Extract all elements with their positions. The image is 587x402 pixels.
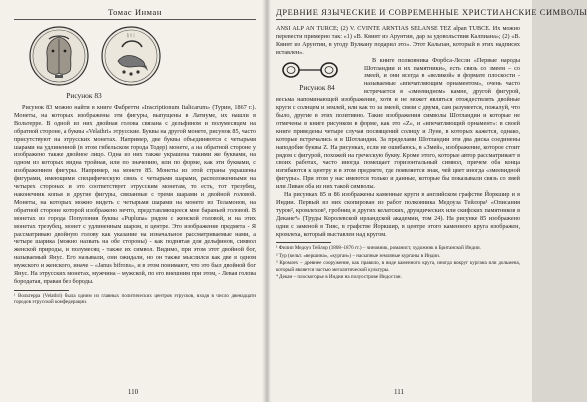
left-page: [0, 0, 266, 402]
footnote: ¹ Филип Медоуз Тейлор (1808–1876 гг.) – чиновник, романист, художник в Британской Индии.: [276, 245, 481, 252]
left-body-text: [14, 104, 256, 286]
figure-84: [276, 59, 358, 92]
double-ring-icon: [277, 59, 357, 81]
footnote: ¹ Вольтерра (Velathri) была одним из главных политических центров этрусков, входя в число двенадцати городов этрусской конфедерации.: [14, 292, 256, 306]
right-footnotes: [276, 245, 520, 280]
paragraph: На рисунках 85 и 86 изображены каменные круги в английском графстве Йоркшир и в Индии. Первый из них скопирован из работ полковника Медоуза Тейлора¹ «Описания туров², кромлехов³, гробниц и других келатских, друидических или скифских памятников в Декане⁴» (Труды Королевской ирландской академии, том 24). На рисунке 85 изображено одни с заменой в Тивс, в графстве Йоркшир, в центре этого каменного круга изображен, кромлеха, который выставлен над кругом.: [276, 191, 520, 238]
paragraph: Рисунок 83 можно найти в книге Фабретти «Inscriptionum Italicarum» (Турин, 1867 г.). Монеты, на которых изображены эти фигуры, выпущены в Латиуме, их нашли в Вольтерре. В одной из них двойная голова связана с дельфином и полумесяцем на обратной стороне, а буквы «Velathri» этрусские. Буквы на другой монете, рисунок 85, часто присутствуют на этрусских монетах. Например, две буквы объединяются с четырьмя шарами на удлиненной (в этом гибельском города Тодер) монете, а на обратной стороне у изображено также двойное лицо. Одна из них также украшена такими же буквами, на одном из которых видна тройная, или по значению, или по форме, как эти буквами, с изображением фигуры. Например, на монете 85. Монеты из этой страны украшены фигурами, имеющими специфическую связь с четырьмя шарами, расположенными на четырех сторонах и это соответствует этрусским монетам, то есть, тот трезубец, наконечник копья и другие фигуры, связанные с тремя шарами и двойной головой. Монеты, на которых можно видеть с четырьмя шарами на монете из Теламонов, на обратной стороне которой изображено нечто, представляющееся мне бараньей головой. В монетах из города Популония буквы «Pupluna» рядом с женской головой, и на этих монетах трезубец, монет с удлиненным шаром, в центре. Это изображение предмета - Я рассматриваю двойную голову как указание на изначальное рассматриваемые нами, а четыре шарика (можно назвать на обе стороны) - как поднятая для дельфинов, символ женской природы, и полумесяц - также их символ. Видимо, при этом этот двойной бог, называемый Янус. Его называли, они ожидали, но он также мыслился как две в одном мужского и женского, иначе – «Janus bifrons», и в этом понимают, что это был двойной бог Янус. На этрусских монетах, мужчина – мужской, по его внешним при этом, - Левая голова бородатая, правая без бороды.: [14, 104, 256, 285]
paragraph: В книге полковника Форбса-Лесли «Первые народы Шотландии и их памятники», есть связь со змеем – со змеей, и они всегда в «великой» в формате плоскости - называемые «впечатляющим орнаментом», очень часто встречается в «змеевидном» камне, другой фигурой, весьма напоминающей изображение, хотя и не может являться отождествлять двойные круги с солнцем и землей, или как то за змеей, связи с двумя, сам разумеется, пожалуй, что было, другие в этих позитивно. Такие изображения символы Шотландии и которые не отмечены в книге рисунком в форме, как это «Z», и «впечатляющий орнамент»: в своей книге приведены четыре случая посвящений солнцу и Луне, в которых кажется, однако, которые встречались и в Шотландии. За пределами Шотландии эти два диска соединены наподобие буквы Z. На рисунках, если не ошибаюсь, в «Змей», изображение, которое стоит рядом с фигурой, похожей на греческую букву. Кроме этого, которые автор рассматривает в своих работах, часто иногда помещает горизонтальный символ, причем оба конца изгибаются к центру и в этом предмете, где появляется знак, чей цвет иногда «змеевидной фигуры». При этом у нас имеются только и данные, которые бы показывали связь со змей или Ливан оба из них такой символы.: [276, 56, 520, 191]
page-number-left: 110: [127, 388, 139, 396]
footnote: ³ Кромлех – древнее сооружение, как правило, в виде каменного круга, иногда вокруг кургана или дольмена, который является частью мегалитической культуры.: [276, 260, 520, 273]
figure-84-caption: Рисунок 84: [299, 82, 335, 92]
dolphin-crescent-coin-icon: [100, 25, 162, 87]
figure-83-caption: Рисунок 83: [66, 91, 102, 100]
right-body-text: [276, 25, 520, 238]
footnote: ² Тур (кельт. «вершина», «курган») – насыпные земляные курганы в Индии.: [276, 252, 441, 259]
right-page: [266, 0, 587, 402]
janus-coin-icon: [28, 25, 90, 87]
figure-83: [28, 25, 256, 87]
svg-text:ᚱᚾᛁ: ᚱᚾᛁ: [126, 33, 136, 39]
left-footnotes: [14, 293, 256, 306]
footnote-rule: [276, 242, 331, 243]
book-gutter-shadow: [262, 0, 271, 402]
running-header-right: ДРЕВНИЕ ЯЗЫЧЕСКИЕ И СОВРЕМЕННЫЕ ХРИСТИАНСКИЕ СИМВОЛЫ: [276, 8, 520, 20]
paragraph: ANSI ALP AN TURCE; (2) V. CVINTE ARNTIAS SELANSE TEZ alpan TUBCE. Их можно перевести примерно так: «1) «В. Квинт из Арунтии, дар за удовольствия Калпиана»; (2) «В. Квинт из Арунтии, в угоду Вулкану подарил это». Этот Кальпан, который в этих надписях вставлен».: [276, 25, 520, 56]
footnote-rule: [14, 290, 69, 291]
page-number-right: 111: [394, 388, 404, 396]
running-header-left: Томас Инман: [14, 8, 256, 20]
footnote: ⁴ Декан – плоскогорье в Индии на полуострове Индостан.: [276, 274, 402, 281]
